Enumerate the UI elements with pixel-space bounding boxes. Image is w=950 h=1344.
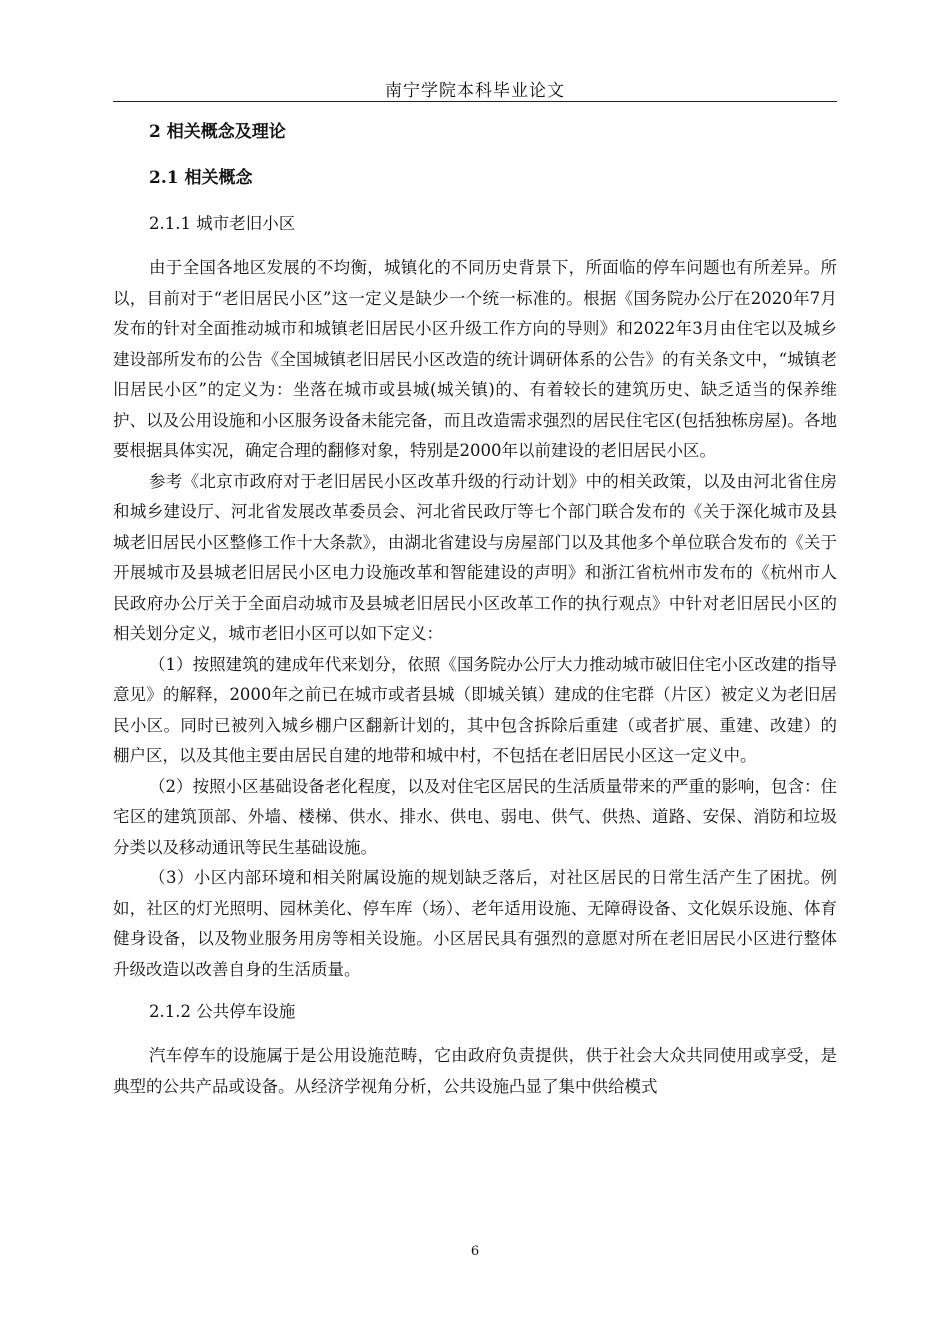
paragraph-policy-reference: 参考《北京市政府对于老旧居民小区改革升级的行动计划》中的相关政策，以及由河北省住房和城乡建设厅、河北省发展改革委员会、河北省民政厅等七个部门联合发布的《关于深化城市及县城老旧居民小区整修工作十大条款》，由湖北省建设与房屋部门以及其他多个单位联合发布的《关于开展城市及县城老旧居民小区电力设施改革和智能建设的声明》和浙江省杭州市发布的《杭州市人民政府办公厅关于全面启动城市及县城老旧居民小区改革工作的执行观点》中针对老旧居民小区的相关划分定义，城市老旧小区可以如下定义： (113, 471, 837, 643)
chapter-heading: 2 相关概念及理论 (149, 122, 286, 142)
paragraph-criterion-1: （1）按照建筑的建成年代来划分，依照《国务院办公厅大力推动城市破旧住宅小区改建的指导意见》的解释，2000年之前已在城市或者县城（即城关镇）建成的住宅群（片区）被定义为老旧居民小区。同时已被列入城乡棚户区翻新计划的，其中包含拆除后重建（或者扩展、重建、改建）的棚户区，以及其他主要由居民自建的地带和城中村，不包括在老旧居民小区这一定义中。 (113, 654, 837, 765)
page-number: 6 (470, 1244, 480, 1259)
page-body (113, 117, 837, 1102)
paragraph-public-parking: 汽车停车的设施属于是公用设施范畴，它由政府负责提供，供于社会大众共同使用或享受，是典型的公共产品或设备。从经济学视角分析，公共设施凸显了集中供给模式 (113, 1046, 837, 1096)
subsection-heading-old-residential: 2.1.1 城市老旧小区 (149, 214, 296, 233)
header-rule (113, 101, 837, 102)
paragraph-criterion-3: （3）小区内部环境和相关附属设施的规划缺乏落后，对社区居民的日常生活产生了困扰。例如，社区的灯光照明、园林美化、停车库（场）、老年适用设施、无障碍设备、文化娱乐设施、体育健身设备，以及物业服务用房等相关设施。小区居民具有强烈的意愿对所在老旧居民小区进行整体升级改造以改善自身的生活质量。 (113, 868, 837, 979)
spacer (113, 985, 837, 997)
paragraph-definition: 由于全国各地区发展的不均衡，城镇化的不同历史背景下，所面临的停车问题也有所差异。所以，目前对于“老旧居民小区”这一定义是缺少一个统一标准的。根据《国务院办公厅在2020年7月发布的针对全面推动城市和城镇老旧居民小区升级工作方向的导则》和2022年3月由住宅以及城乡建设部所发布的公告《全国城镇老旧居民小区改造的统计调研体系的公告》的有关条文中，“城镇老旧居民小区”的定义为：坐落在城市或县城(城关镇)的、有着较长的建筑历史、缺乏适当的保养维护、以及公用设施和小区服务设备未能完备，而且改造需求强烈的居民住宅区(包括独栋房屋)。各地要根据具体实况，确定合理的翻修对象，特别是2000年以前建设的老旧居民小区。 (113, 258, 837, 460)
section-heading: 2.1 相关概念 (149, 168, 253, 188)
paragraph-criterion-2: （2）按照小区基础设备老化程度，以及对住宅区居民的生活质量带来的严重的影响，包含：住宅区的建筑顶部、外墙、楼梯、供水、排水、供电、弱电、供气、供热、道路、安保、消防和垃圾分类以及移动通讯等民生基础设施。 (113, 776, 837, 857)
subsection-heading-public-parking: 2.1.2 公共停车设施 (149, 1002, 296, 1021)
running-header: 南宁学院本科毕业论文 (385, 81, 565, 101)
